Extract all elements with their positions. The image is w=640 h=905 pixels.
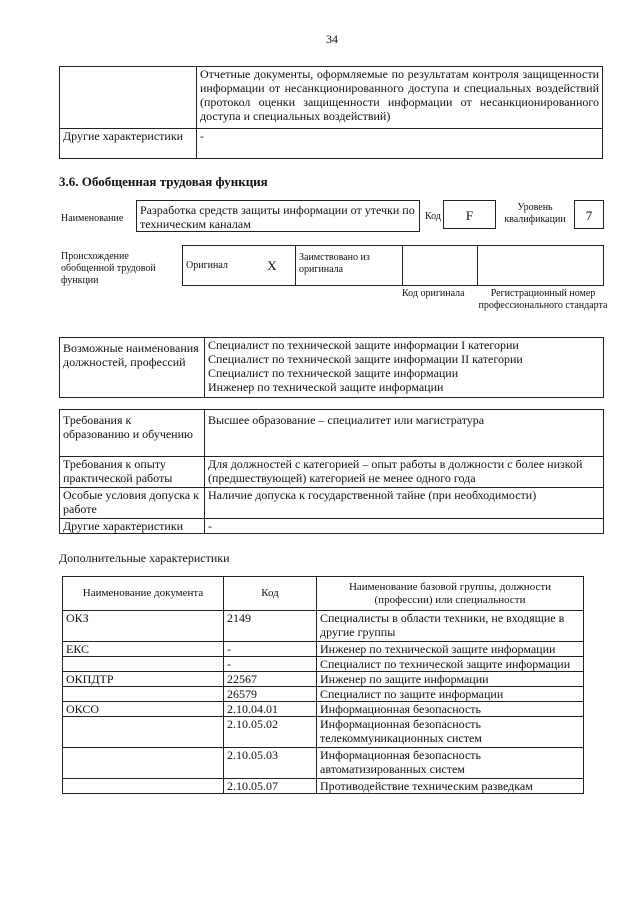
other-requirements-label: Другие характеристики bbox=[60, 519, 205, 534]
other-characteristics-label: Другие характеристики bbox=[60, 129, 197, 159]
additional-table bbox=[62, 576, 584, 794]
position-item: Инженер по технической защите информации bbox=[208, 380, 444, 394]
positions-table bbox=[59, 337, 604, 398]
table-row-doc bbox=[63, 779, 224, 794]
table-row-name: Специалист по защите информации bbox=[317, 687, 584, 702]
positions-label: Возможные наименования должностей, профессий bbox=[60, 338, 205, 398]
table-row-code: 2.10.05.02 bbox=[224, 717, 317, 748]
admission-value: Наличие допуска к государственной тайне (при необходимости) bbox=[205, 488, 604, 519]
table-row-doc bbox=[63, 748, 224, 779]
qualification-level-value: 7 bbox=[574, 200, 604, 229]
table-row-doc bbox=[63, 657, 224, 672]
education-label: Требования к образованию и обучению bbox=[60, 410, 205, 457]
borrowed-label: Заимствовано из оригинала bbox=[296, 246, 403, 286]
experience-label: Требования к опыту практической работы bbox=[60, 457, 205, 488]
position-item: Специалист по технической защите информации I категории bbox=[208, 338, 519, 352]
position-item: Специалист по технической защите информации II категории bbox=[208, 352, 523, 366]
table-row-code: - bbox=[224, 657, 317, 672]
table-row-doc: ЕКС bbox=[63, 642, 224, 657]
positions-list bbox=[205, 338, 604, 398]
function-name-label: Наименование bbox=[61, 213, 124, 224]
table-row-doc: ОКЗ bbox=[63, 611, 224, 642]
reg-number-cell bbox=[478, 246, 604, 286]
table-row-name: Информационная безопасность телекоммуникационных систем bbox=[317, 717, 584, 748]
origin-label: Происхождение обобщенной трудовой функции bbox=[61, 251, 156, 286]
table-row-code: 2.10.04.01 bbox=[224, 702, 317, 717]
top-characteristics-table bbox=[59, 66, 603, 159]
original-label: Оригинал bbox=[183, 246, 250, 286]
qualification-level-label: Уровень квалификации bbox=[504, 202, 566, 225]
table-row-code: 2149 bbox=[224, 611, 317, 642]
code-original-cell bbox=[403, 246, 478, 286]
table-row-name: Информационная безопасность bbox=[317, 702, 584, 717]
section-heading: 3.6. Обобщенная трудовая функция bbox=[59, 174, 268, 189]
table-row-code: - bbox=[224, 642, 317, 657]
other-requirements-value: - bbox=[205, 519, 604, 534]
reg-number-label: Регистрационный номер профессионального стандарта bbox=[478, 288, 608, 311]
admission-label: Особые условия допуска к работе bbox=[60, 488, 205, 519]
table-row-doc bbox=[63, 687, 224, 702]
page-number: 34 bbox=[326, 32, 338, 46]
table-row-name: Специалисты в области техники, не входящие в другие группы bbox=[317, 611, 584, 642]
table-row-code: 2.10.05.03 bbox=[224, 748, 317, 779]
table-row-code: 26579 bbox=[224, 687, 317, 702]
original-mark: X bbox=[249, 246, 296, 286]
other-characteristics-value: - bbox=[197, 129, 603, 159]
header-doc: Наименование документа bbox=[63, 577, 224, 611]
education-value: Высшее образование – специалитет или магистратура bbox=[205, 410, 604, 457]
function-name-value: Разработка средств защиты информации от утечки по техническим каналам bbox=[136, 200, 420, 232]
table-row-name: Противодействие техническим разведкам bbox=[317, 779, 584, 794]
top-table-empty-cell bbox=[60, 67, 197, 129]
function-code-label: Код bbox=[425, 211, 441, 222]
origin-table bbox=[182, 245, 604, 286]
table-row-doc: ОКСО bbox=[63, 702, 224, 717]
table-row-doc: ОКПДТР bbox=[63, 672, 224, 687]
header-code: Код bbox=[224, 577, 317, 611]
table-row-name: Информационная безопасность автоматизированных систем bbox=[317, 748, 584, 779]
table-row-doc bbox=[63, 717, 224, 748]
report-documents-text: Отчетные документы, оформляемые по результатам контроля защищенности информации от несанкционированного доступа и специальных воздействий (протокол оценки защищенности информации от несанкционированного доступа и специальных воздействий) bbox=[197, 67, 603, 129]
table-row-name: Инженер по защите информации bbox=[317, 672, 584, 687]
code-original-label: Код оригинала bbox=[402, 288, 465, 299]
table-row-code: 2.10.05.07 bbox=[224, 779, 317, 794]
table-row-name: Специалист по технической защите информации bbox=[317, 657, 584, 672]
function-code-value: F bbox=[443, 200, 496, 229]
table-row-code: 22567 bbox=[224, 672, 317, 687]
requirements-table bbox=[59, 409, 604, 534]
header-name: Наименование базовой группы, должности (профессии) или специальности bbox=[317, 577, 584, 611]
table-row-name: Инженер по технической защите информации bbox=[317, 642, 584, 657]
position-item: Специалист по технической защите информации bbox=[208, 366, 459, 380]
additional-heading: Дополнительные характеристики bbox=[59, 551, 230, 565]
experience-value: Для должностей с категорией – опыт работы в должности с более низкой (предшествующей) категорией не менее одного года bbox=[205, 457, 604, 488]
